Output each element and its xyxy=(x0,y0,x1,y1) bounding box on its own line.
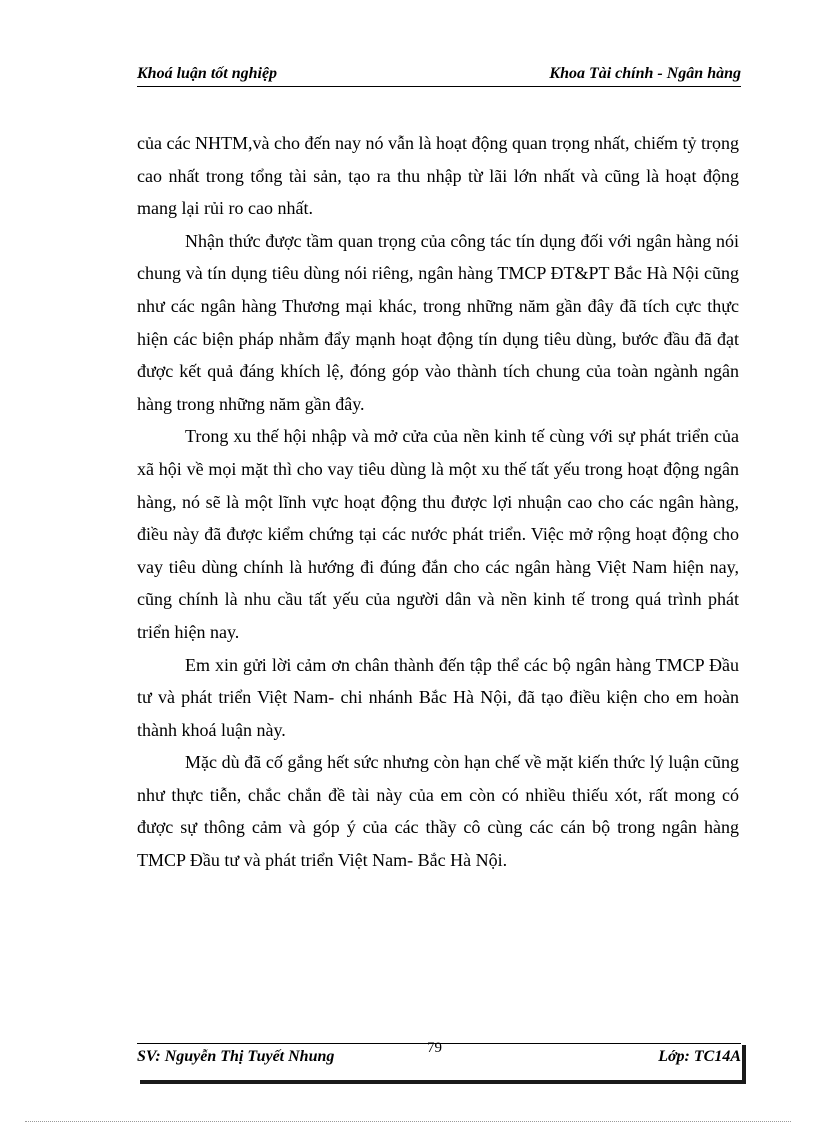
footer-shadow-bottom xyxy=(140,1080,746,1084)
paragraph-2: Nhận thức được tầm quan trọng của công tác tín dụng đối với ngân hàng nói chung và tín dụng tiêu dùng nói riêng, ngân hàng TMCP ĐT&PT Bắc Hà Nội cũng như các ngân hàng Thương mại khác, trong những năm gần đây đã tích cực thực hiện các biện pháp nhằm đẩy mạnh hoạt động tín dụng tiêu dùng, bước đầu đã đạt được kết quả đáng khích lệ, đóng góp vào thành tích chung của toàn ngành ngân hàng trong những năm gần đây. xyxy=(137,230,739,414)
header-faculty: Khoa Tài chính - Ngân hàng xyxy=(549,65,741,82)
paragraph-3: Trong xu thế hội nhập và mở cửa của nền kinh tế cùng với sự phát triển của xã hội về mọi mặt thì cho vay tiêu dùng là một xu thế tất yếu trong hoạt động ngân hàng, nó sẽ là một lĩnh vực hoạt động thu được lợi nhuận cao cho các ngân hàng, điều này đã được kiểm chứng tại các nước phát triển. Việc mở rộng hoạt động cho vay tiêu dùng chính là hướng đi đúng đắn cho các ngân hàng Việt Nam hiện nay, cũng chính là nhu cầu tất yếu của người dân và nền kinh tế trong quá trình phát triển hiện nay. xyxy=(137,426,739,642)
paragraph-5: Mặc dù đã cố gắng hết sức nhưng còn hạn chế về mặt kiến thức lý luận cũng như thực tiễn, chắc chắn đề tài này của em còn có nhiều thiếu xót, rất mong có được sự thông cảm và góp ý của các thầy cô cùng các cán bộ trong ngân hàng TMCP Đầu tư và phát triển Việt Nam- Bắc Hà Nội. xyxy=(137,752,739,871)
body-text xyxy=(137,127,739,877)
page-footer xyxy=(137,1040,741,1070)
footer-shadow-right xyxy=(742,1045,746,1081)
page-bottom-dotted-line xyxy=(25,1121,791,1122)
footer-student-name: SV: Nguyễn Thị Tuyết Nhung xyxy=(137,1048,335,1065)
paragraph-1: của các NHTM,và cho đến nay nó vẫn là hoạt động quan trọng nhất, chiếm tỷ trọng cao nhất trong tổng tài sản, tạo ra thu nhập từ lãi lớn nhất và cũng là hoạt động mang lại rủi ro cao nhất. xyxy=(137,133,739,219)
header-thesis-title: Khoá luận tốt nghiệp xyxy=(137,65,278,82)
page-number: 79 xyxy=(427,1040,442,1056)
footer-class: Lớp: TC14A xyxy=(658,1048,741,1065)
paragraph-4: Em xin gửi lời cảm ơn chân thành đến tập thể các bộ ngân hàng TMCP Đầu tư và phát triển Việt Nam- chi nhánh Bắc Hà Nội, đã tạo điều kiện cho em hoàn thành khoá luận này. xyxy=(137,654,739,740)
page-header xyxy=(137,62,741,87)
